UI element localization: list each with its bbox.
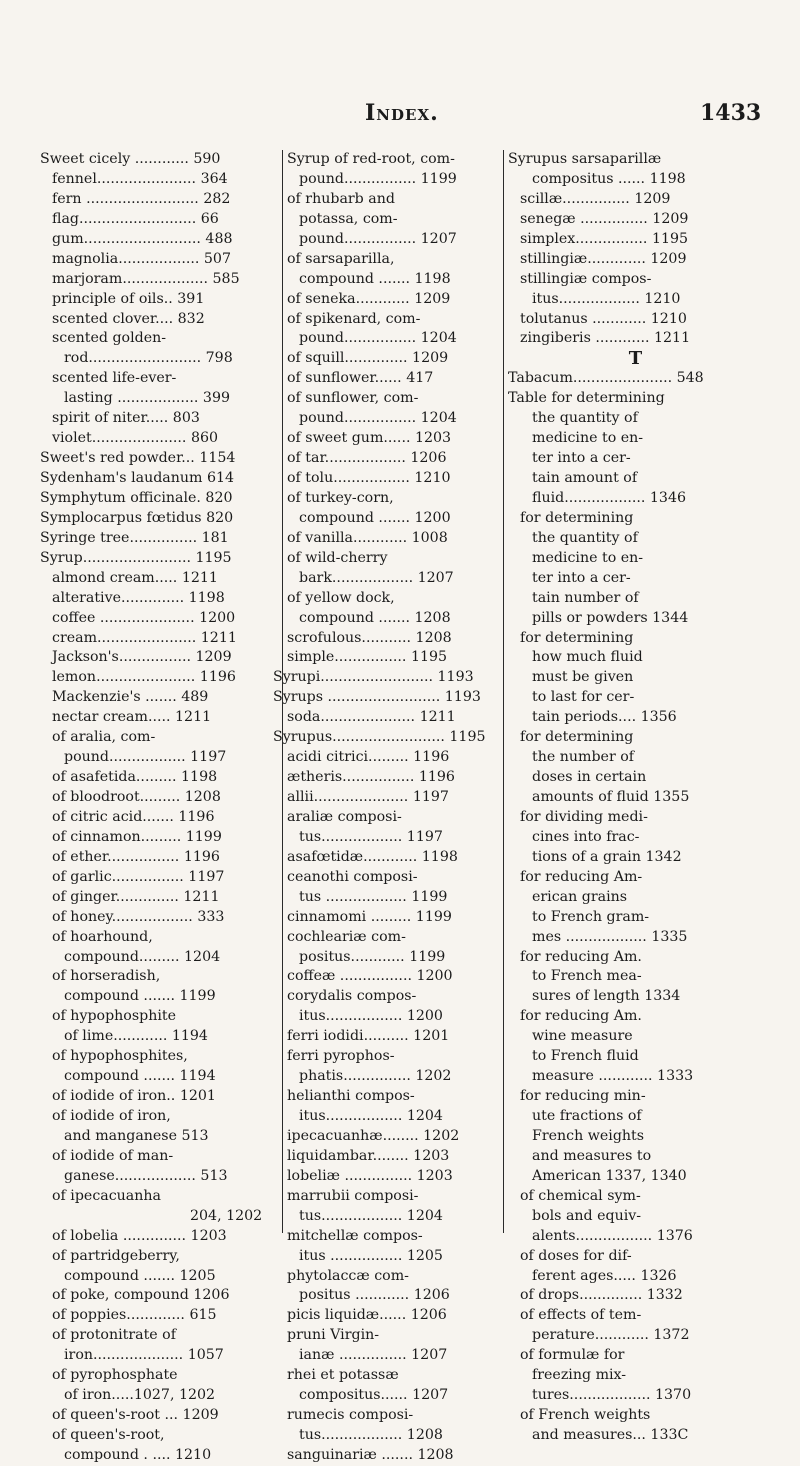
index-entry: senegæ ............... 1209 [520,210,689,227]
index-entry: Sweet cicely ............ 590 [40,151,221,167]
index-entry: acidi citrici......... 1196 [287,749,450,766]
index-entry: of effects of tem- [520,1307,642,1324]
column-divider [503,150,504,1233]
index-entry: coffee ..................... 1200 [52,609,236,626]
index-entry: wine measure [532,1028,633,1045]
index-entry: of hoarhound, [52,928,153,945]
index-entry: for reducing Am. [520,948,642,965]
index-entry: of iron.....1027, 1202 [64,1387,216,1404]
index-entry: compound ....... 1199 [64,988,216,1005]
running-head-title: Index. [365,100,439,126]
index-entry: pound................ 1207 [299,230,457,247]
index-entry: araliæ composi- [287,808,402,825]
index-entry: bark.................. 1207 [299,569,454,586]
index-entry: perature............ 1372 [532,1327,690,1344]
index-entry: scented life-ever- [52,370,177,387]
index-entry: of tolu................. 1210 [287,470,451,486]
index-entry: marjoram................... 585 [52,270,240,287]
index-entry: the quantity of [532,529,638,546]
index-entry: of queen's-root ... 1209 [52,1407,219,1424]
index-entry: pound................ 1204 [299,330,457,347]
index-entry: compound ....... 1194 [64,1068,216,1085]
index-entry: of hypophosphites, [52,1048,188,1065]
index-entry: of cinnamon......... 1199 [52,828,222,845]
index-entry: of poppies............. 615 [52,1307,217,1324]
index-entry: erican grains [532,888,628,905]
index-entry: of pyrophosphate [52,1367,178,1384]
index-entry: pills or powders 1344 [532,609,689,626]
index-entry: simplex................ 1195 [520,230,689,247]
index-entry: for determining [520,629,634,646]
index-entry: cream...................... 1211 [52,629,237,646]
index-entry: medicine to en- [532,430,644,447]
index-entry: tions of a grain 1342 [532,848,682,865]
index-entry: of sunflower, com- [287,390,419,407]
index-entry: positus ............ 1206 [299,1287,450,1304]
index-entry: scented clover.... 832 [52,310,205,327]
index-entry: of queen's-root, [52,1427,165,1443]
index-entry: to French mea- [532,968,642,985]
index-entry: picis liquidæ...... 1206 [287,1307,447,1324]
index-entry: corydalis compos- [287,988,417,1005]
index-entry: phatis............... 1202 [299,1068,452,1085]
index-entry: of iodide of iron.. 1201 [52,1088,216,1105]
index-entry: of honey.................. 333 [52,908,225,925]
index-entry: itus ................ 1205 [299,1247,443,1264]
index-entry: Table for determining [508,390,665,407]
index-entry: to last for cer- [532,689,635,706]
index-entry: of formulæ for [520,1347,625,1364]
index-entry: tain number of [532,589,639,606]
index-entry: zingiberis ............ 1211 [520,330,691,347]
index-entry: Symphytum officinale. 820 [40,489,233,506]
index-entry: asafœtidæ............ 1198 [287,848,458,865]
index-entry: magnolia.................. 507 [52,250,231,267]
index-entry: of vanilla............ 1008 [287,529,448,546]
index-entry: of hypophosphite [52,1008,176,1025]
index-entry: spirit of niter..... 803 [52,410,200,427]
index-entry: of wild-cherry [287,549,388,566]
index-entry: compositus ...... 1198 [532,170,686,187]
index-entry: of iodide of iron, [52,1108,171,1124]
index-entry: of seneka............ 1209 [287,290,451,307]
index-entry: for dividing medi- [520,808,648,825]
index-entry: ætheris................ 1196 [287,769,455,786]
index-entry: cinnamomi ......... 1199 [287,908,452,925]
index-entry: stillingiæ............. 1209 [520,250,687,267]
index-entry: and measures to [532,1147,652,1164]
index-entry: itus.................. 1210 [532,290,681,307]
index-entry: ceanothi composi- [287,868,418,885]
index-entry: of chemical sym- [520,1187,641,1204]
index-entry: iron.................... 1057 [64,1347,224,1364]
index-entry: amounts of fluid 1355 [532,789,690,805]
index-entry: Jackson's................ 1209 [52,649,232,666]
index-entry: of asafetida......... 1198 [52,769,218,786]
index-entry: compound ....... 1208 [299,609,451,626]
index-entry: liquidambar........ 1203 [287,1147,450,1164]
index-entry: violet..................... 860 [52,430,219,447]
index-entry: fluid.................. 1346 [532,489,687,506]
index-entry: of bloodroot......... 1208 [52,789,221,805]
index-entry: tain amount of [532,470,638,486]
index-entry: Syrup of red-root, com- [287,151,455,167]
index-entry: ipecacuanhæ........ 1202 [287,1127,460,1144]
index-entry: nectar cream..... 1211 [52,709,212,726]
index-entry: lobeliæ ............... 1203 [287,1167,453,1184]
index-entry: of sunflower...... 417 [287,370,434,387]
index-entry: Syrupus sarsaparillæ [508,151,662,167]
index-entry: of spikenard, com- [287,310,421,327]
index-entry: coffeæ ................ 1200 [287,968,453,985]
index-entry: principle of oils.. 391 [52,290,205,307]
index-entry: Symplocarpus fœtidus 820 [40,509,234,526]
index-entry: for determining [520,729,634,746]
index-entry: tus.................. 1208 [299,1427,443,1443]
index-entry: of sarsaparilla, [287,250,395,267]
index-entry: simple................ 1195 [287,649,448,666]
index-entry: ute fractions of [532,1108,642,1124]
index-entry: helianthi compos- [287,1088,415,1105]
index-entry: compound ....... 1200 [299,509,451,526]
index-entry: compound......... 1204 [64,948,221,965]
index-entry: rumecis composi- [287,1407,414,1424]
index-entry: itus................. 1200 [299,1008,443,1025]
index-entry: the quantity of [532,410,638,427]
index-entry: for reducing Am- [520,868,643,885]
index-entry: pound................ 1204 [299,410,457,427]
index-entry: freezing mix- [532,1367,627,1384]
index-entry: positus............ 1199 [299,948,446,965]
page-header [0,100,800,130]
index-entry: 204, 1202 [190,1207,263,1224]
index-entry: of French weights [520,1407,651,1424]
index-entry: of aralia, com- [52,729,156,746]
index-entry: for reducing min- [520,1088,646,1105]
index-entry: of protonitrate of [52,1327,176,1344]
index-entry: almond cream..... 1211 [52,569,218,586]
index-entry: scented golden- [52,330,167,347]
index-entry: of partridgeberry, [52,1247,180,1264]
index-entry: pound................. 1197 [64,749,227,766]
index-entry: of horseradish, [52,968,161,985]
index-entry: ferri pyrophos- [287,1048,395,1065]
index-entry: rod......................... 798 [64,350,233,367]
index-entry: pound................ 1199 [299,170,457,187]
index-entry: Syrupus......................... 1195 [273,729,486,746]
index-entry: flag.......................... 66 [52,210,219,227]
index-entry: of rhubarb and [287,190,395,207]
index-entry: fern ......................... 282 [52,190,231,207]
index-entry: soda..................... 1211 [287,709,456,726]
index-entry: phytolaccæ com- [287,1267,409,1284]
index-entry: ganese.................. 513 [64,1167,228,1184]
index-entry: the number of [532,749,635,766]
index-entry: tain periods.... 1356 [532,709,677,726]
index-entry: to French gram- [532,908,650,925]
index-entry: and measures... 133C [532,1427,689,1443]
index-entry: tus .................. 1199 [299,888,448,905]
index-entry: measure ............ 1333 [532,1068,694,1085]
index-entry: of drops.............. 1332 [520,1287,683,1304]
index-entry: alents................. 1376 [532,1227,693,1244]
index-entry: doses in certain [532,769,647,786]
index-entry: and manganese 513 [64,1127,209,1144]
index-entry: of citric acid....... 1196 [52,808,215,825]
index-entry: American 1337, 1340 [532,1167,687,1184]
index-entry: mes .................. 1335 [532,928,688,945]
index-entry: gum.......................... 488 [52,230,233,247]
index-entry: scrofulous........... 1208 [287,629,452,646]
index-entry: of lime............ 1194 [64,1028,208,1045]
index-column-2 [273,150,501,1466]
index-entry: of iodide of man- [52,1147,174,1164]
index-entry: of ipecacuanha [52,1187,161,1204]
index-entry: Sydenham's laudanum 614 [40,470,235,486]
index-entry: of ether................ 1196 [52,848,220,865]
index-entry: potassa, com- [299,210,398,227]
index-entry: of squill.............. 1209 [287,350,449,367]
index-entry: rhei et potassæ [287,1367,399,1384]
index-entry: of ginger.............. 1211 [52,888,220,905]
index-entry: sures of length 1334 [532,988,681,1005]
index-entry: itus................. 1204 [299,1108,443,1124]
page-number: 1433 [700,100,762,126]
index-entry: alterative.............. 1198 [52,589,225,606]
index-entry: French weights [532,1127,645,1144]
index-entry: fennel...................... 364 [52,170,228,187]
index-entry: cines into frac- [532,828,640,845]
index-entry: Syrups ......................... 1193 [273,689,481,706]
index-entry: allii..................... 1197 [287,789,449,805]
index-entry: Sweet's red powder... 1154 [40,450,236,467]
index-entry: Syrupi......................... 1193 [273,669,474,686]
index-entry: tolutanus ............ 1210 [520,310,687,327]
section-letter: T [628,348,643,370]
index-entry: medicine to en- [532,549,644,566]
index-entry: sanguinariæ ....... 1208 [287,1446,454,1463]
index-entry: ferri iodidi.......... 1201 [287,1028,450,1045]
index-entry: Mackenzie's ....... 489 [52,689,209,706]
index-entry: bols and equiv- [532,1207,642,1224]
index-entry: of garlic................ 1197 [52,868,225,885]
index-entry: cochleariæ com- [287,928,406,945]
index-entry: pruni Virgin- [287,1327,380,1344]
index-entry: of sweet gum...... 1203 [287,430,452,447]
index-entry: ianæ ............... 1207 [299,1347,448,1364]
index-entry: marrubii composi- [287,1187,419,1204]
index-entry: stillingiæ compos- [520,270,652,287]
index-entry: for determining [520,509,634,526]
index-entry: to French fluid [532,1048,639,1065]
index-entry: mitchellæ compos- [287,1227,423,1244]
index-entry: of tar.................. 1206 [287,450,447,467]
index-entry: tus.................. 1197 [299,828,443,845]
index-entry: of yellow dock, [287,589,395,606]
index-entry: compound . .... 1210 [64,1446,212,1463]
index-entry: compositus...... 1207 [299,1387,449,1404]
index-entry: tures.................. 1370 [532,1387,692,1404]
index-column-3 [508,150,763,1446]
index-entry: lasting .................. 399 [64,390,231,407]
index-entry: lemon...................... 1196 [52,669,236,686]
index-entry: compound ....... 1205 [64,1267,216,1284]
index-entry: ferent ages..... 1326 [532,1267,677,1284]
index-column-1 [40,150,278,1466]
index-entry: Syrup........................ 1195 [40,549,232,566]
index-entry: Tabacum...................... 548 [508,370,704,387]
index-entry: of poke, compound 1206 [52,1287,230,1304]
index-entry: of doses for dif- [520,1247,632,1264]
index-entry: for reducing Am. [520,1008,642,1025]
index-entry: compound ....... 1198 [299,270,451,287]
index-entry: Syringe tree............... 181 [40,529,229,546]
index-entry: of lobelia .............. 1203 [52,1227,227,1244]
index-entry: ter into a cer- [532,569,631,586]
index-entry: tus.................. 1204 [299,1207,443,1224]
index-entry: how much fluid [532,649,643,666]
index-entry: of turkey-corn, [287,489,394,506]
index-entry: must be given [532,669,634,686]
index-entry: scillæ............... 1209 [520,190,671,207]
index-entry: ter into a cer- [532,450,631,467]
